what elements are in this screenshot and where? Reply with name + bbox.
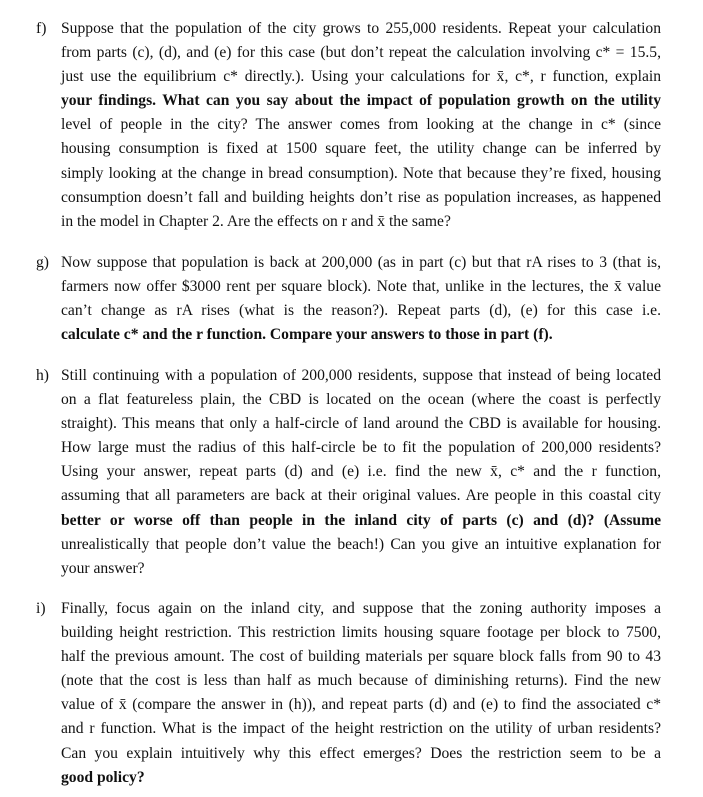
text-line: Finally, focus again on the inland city, and suppose that the zoning authority imposes a xyxy=(61,600,661,617)
text-line: straight). This means that only a half-circle of land around the CBD is available for housing. xyxy=(61,415,661,433)
text-line: better or worse off than people in the inland city of parts (c) and (d)? (Assume xyxy=(61,511,661,529)
text-line: assuming that all parameters are back at their original values. Are people in this coastal city xyxy=(61,487,661,505)
item-marker: f) xyxy=(36,20,47,37)
text-line: Now suppose that population is back at 200,000 (as in part (c) but that rA rises to 3 (that is, xyxy=(61,254,661,271)
item-marker: h) xyxy=(36,367,49,384)
text-line: from parts (c), (d), and (e) for this case (but don’t repeat the calculation involving c* = 15.5, xyxy=(61,44,661,62)
item-marker: g) xyxy=(36,254,49,271)
text-line: (note that the cost is less than half as much because of diminishing returns). Find the new xyxy=(61,672,661,690)
text-line: your findings. What can you say about the impact of population growth on the utility xyxy=(61,92,661,110)
text-line: value of x̄ (compare the answer in (h)), and repeat parts (d) and (e) to find the associated c* xyxy=(61,696,661,714)
text-line: unrealistically that people don’t value the beach!) Can you give an intuitive explanation for xyxy=(61,535,661,553)
text-line: consumption doesn’t fall and building heights don’t rise as population increases, as happened xyxy=(61,188,661,206)
text-line: good policy? xyxy=(61,768,145,786)
text-line: your answer? xyxy=(61,559,145,577)
text-line: Using your answer, repeat parts (d) and (e) i.e. find the new x̄, c* and the r function, xyxy=(61,463,661,481)
item-text xyxy=(61,364,661,581)
text-line: just use the equilibrium c* directly.). Using your calculations for x̄, c*, r function, explain xyxy=(61,68,661,86)
text-line: building height restriction. This restriction limits housing square footage per block to 7500, xyxy=(61,624,661,642)
item-marker: i) xyxy=(36,600,46,617)
item-text xyxy=(61,251,661,347)
text-line: Still continuing with a population of 200,000 residents, suppose that instead of being located xyxy=(61,367,661,384)
text-line: on a flat featureless plain, the CBD is located on the ocean (where the coast is perfectly xyxy=(61,391,661,409)
text-line: Suppose that the population of the city grows to 255,000 residents. Repeat your calculation xyxy=(61,20,661,37)
text-line: simply looking at the change in bread consumption). Note that because they’re fixed, housing xyxy=(61,164,661,182)
text-line: housing consumption is fixed at 1500 square feet, the utility change can be inferred by xyxy=(61,140,661,158)
text-line: in the model in Chapter 2. Are the effects on r and x̄ the same? xyxy=(61,212,451,230)
text-line: How large must the radius of this half-circle be to fit the population of 200,000 residents? xyxy=(61,439,661,457)
text-line: calculate c* and the r function. Compare your answers to those in part (f). xyxy=(61,326,553,344)
text-line: and r function. What is the impact of the height restriction on the utility of urban residents? xyxy=(61,720,661,738)
text-line: farmers now offer $3000 rent per square block). Note that, unlike in the lectures, the x̄ value xyxy=(61,278,661,296)
item-text xyxy=(61,17,661,234)
text-line: Can you explain intuitively why this effect emerges? Does the restriction seem to be a xyxy=(61,744,661,762)
text-line: level of people in the city? The answer comes from looking at the change in c* (since xyxy=(61,116,661,134)
text-line: can’t change as rA rises (what is the reason?). Repeat parts (d), (e) for this case i.e. xyxy=(61,302,661,320)
item-text xyxy=(61,597,661,790)
text-line: half the previous amount. The cost of building materials per square block falls from 90 to 43 xyxy=(61,648,661,666)
